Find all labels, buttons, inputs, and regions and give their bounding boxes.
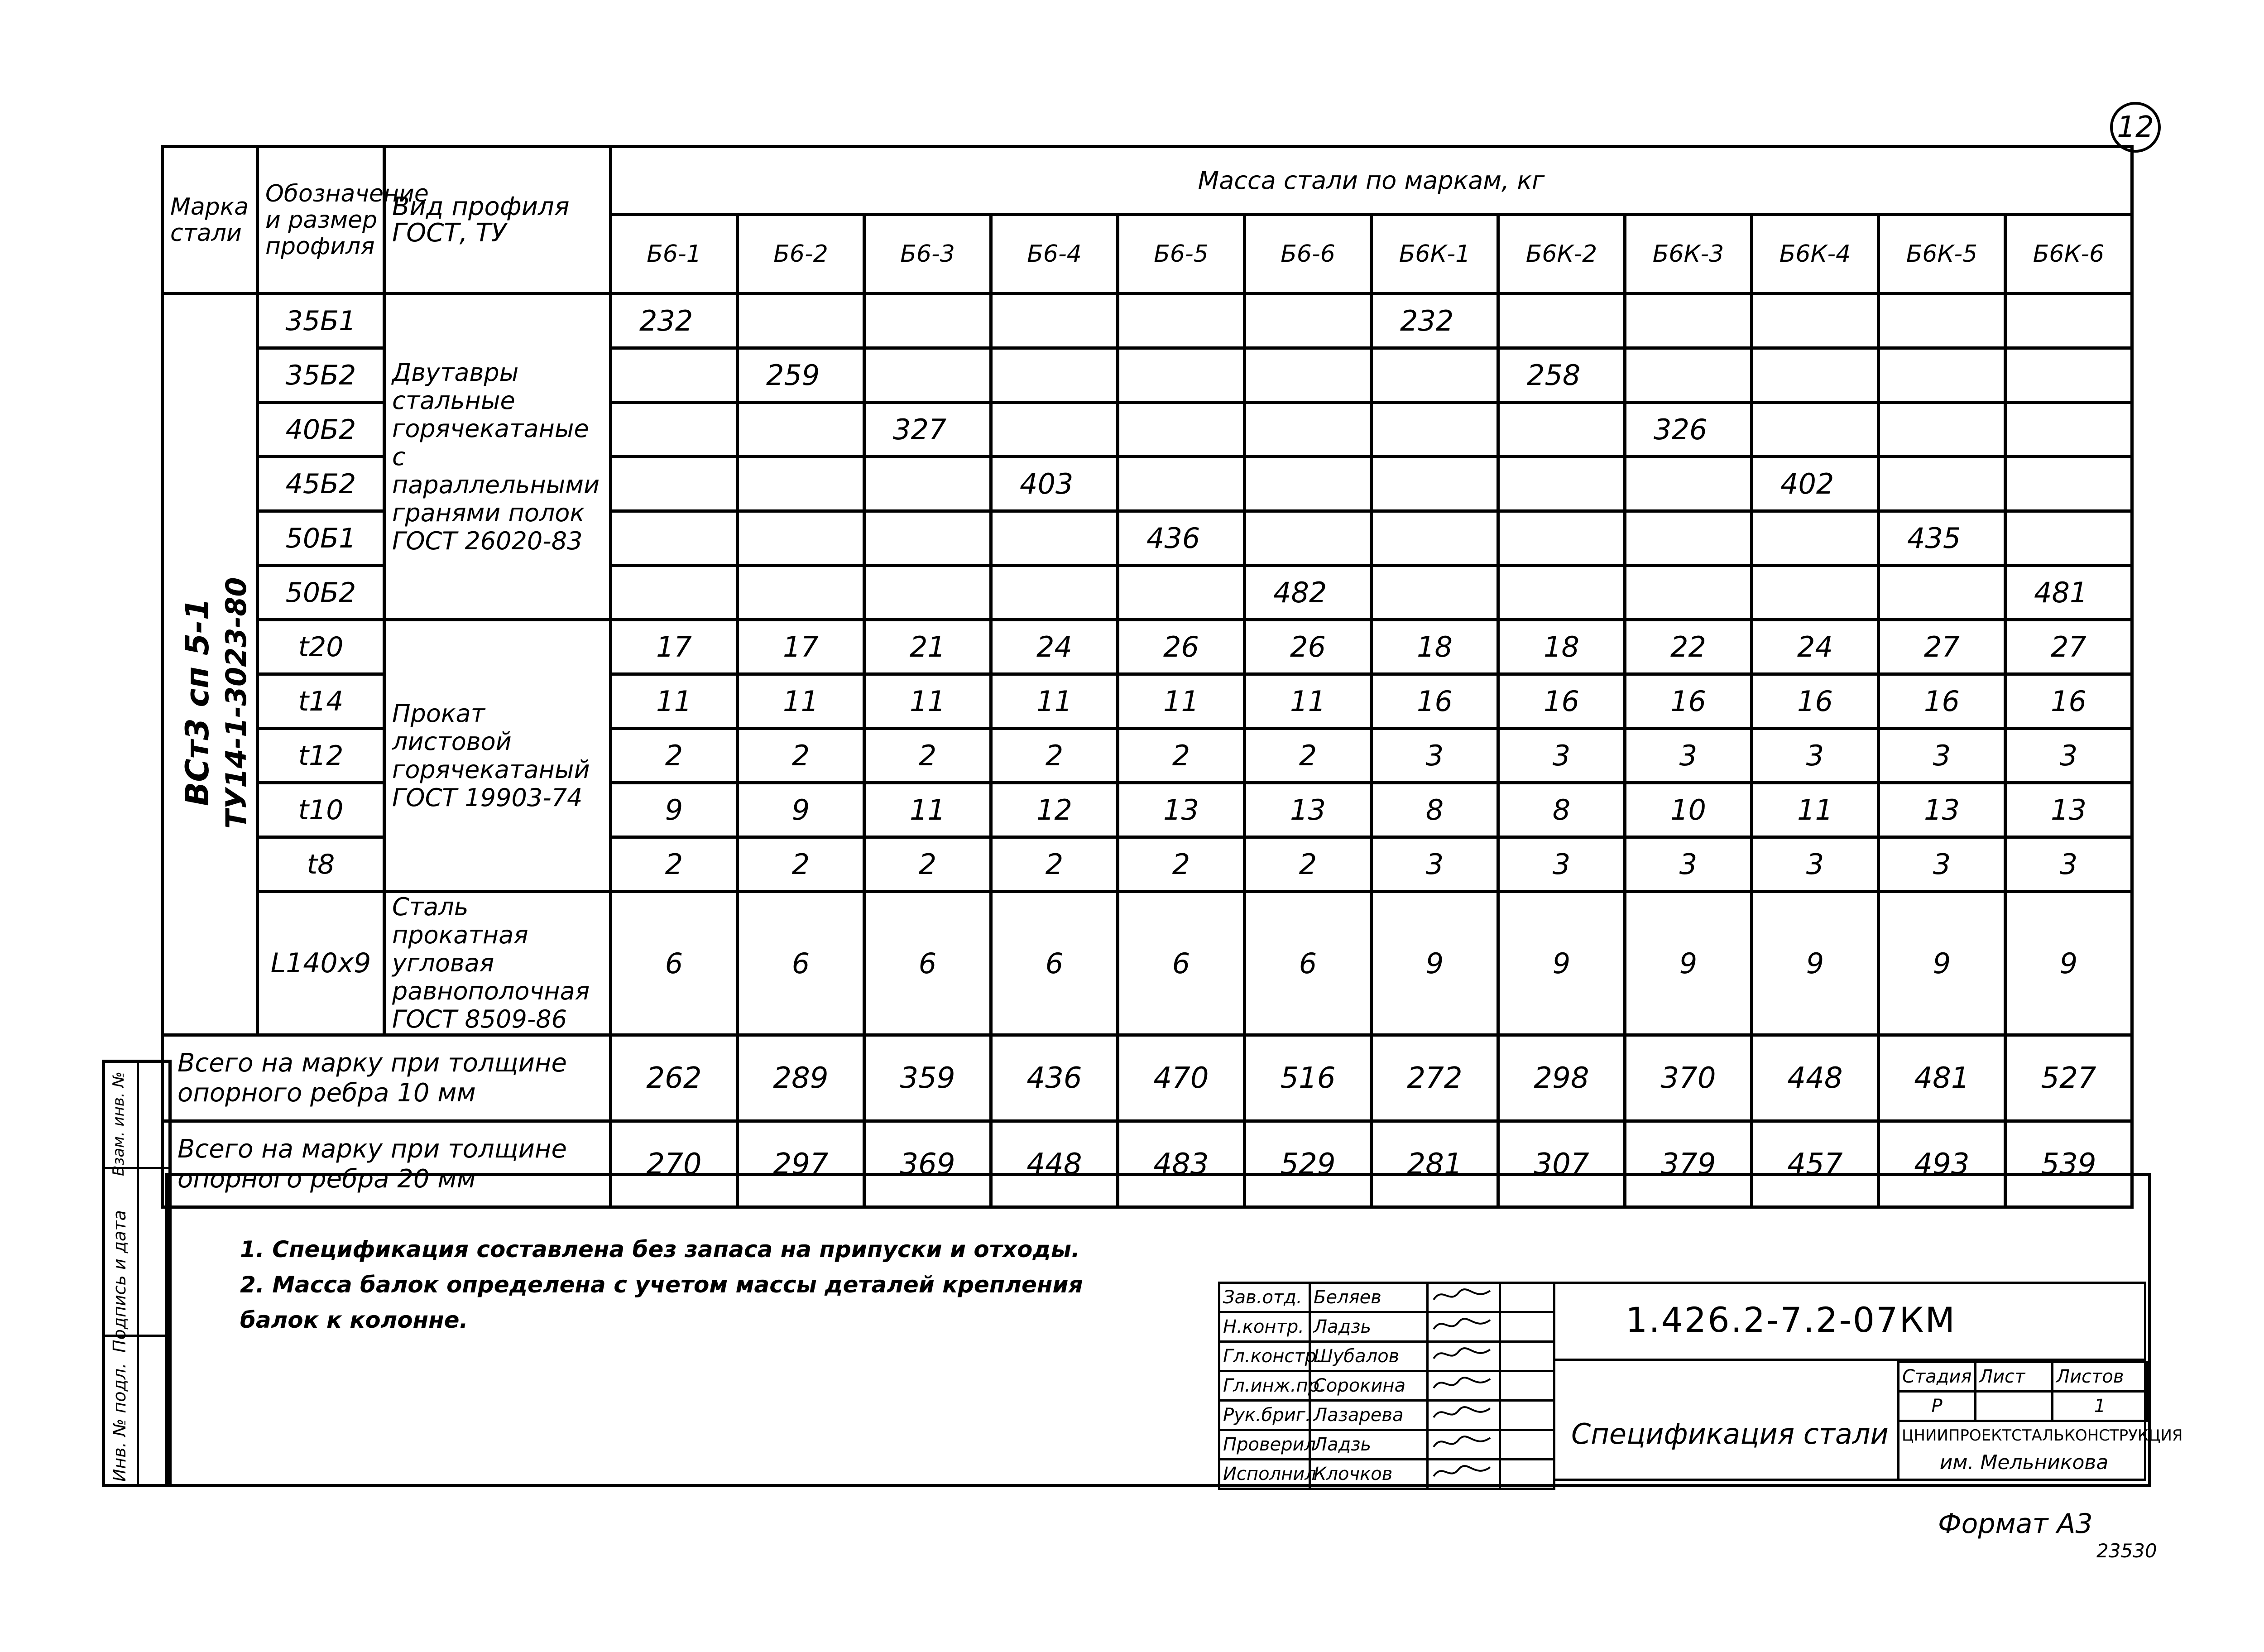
- mass-cell: 435: [1879, 511, 2005, 566]
- mass-cell: [1245, 348, 1372, 403]
- format-label: Формат А3: [1938, 1508, 2093, 1540]
- mass-cell: [991, 566, 1118, 620]
- mass-cell: 11: [1245, 674, 1372, 729]
- mass-cell: [864, 566, 991, 620]
- mass-cell: 3: [2005, 837, 2132, 892]
- signature-scribble: [1431, 1372, 1495, 1395]
- total-cell: 457: [1752, 1121, 1879, 1207]
- mass-cell: [611, 457, 738, 511]
- mass-cell: 2: [864, 729, 991, 783]
- archive-number: 23530: [2096, 1540, 2157, 1562]
- signature-row: [1219, 1401, 1554, 1430]
- total-cell: 298: [1498, 1035, 1625, 1121]
- mass-cell: [1118, 566, 1245, 620]
- mass-cell: 3: [1879, 729, 2005, 783]
- mass-cell: [1625, 457, 1752, 511]
- total-label: Всего на марку при толщине опорного ребра 10 мм: [163, 1035, 611, 1121]
- mass-cell: 2: [991, 729, 1118, 783]
- mass-cell: 16: [1752, 674, 1879, 729]
- mass-cell: 2: [1118, 837, 1245, 892]
- mass-cell: [1498, 403, 1625, 457]
- total-cell: 270: [611, 1121, 738, 1207]
- role: Проверил: [1219, 1430, 1310, 1460]
- signature-row: [1219, 1342, 1554, 1371]
- mass-cell: [738, 403, 864, 457]
- signature-scribble: [1431, 1284, 1495, 1306]
- mass-cell: [1625, 511, 1752, 566]
- document-title: Спецификация стали: [1571, 1417, 1889, 1450]
- organization-name: ЦНИИПРОЕКТСТАЛЬКОНСТРУКЦИЯ: [1902, 1426, 2183, 1445]
- total-cell: 369: [864, 1121, 991, 1207]
- profile-size: 40Б2: [258, 403, 384, 457]
- mass-cell: [1372, 457, 1498, 511]
- signatures-table: [1218, 1282, 1555, 1490]
- mass-cell: 6: [1118, 892, 1245, 1035]
- mass-cell: [1245, 403, 1372, 457]
- mass-cell: 27: [1879, 620, 2005, 674]
- mass-cell: [991, 403, 1118, 457]
- total-cell: 516: [1245, 1035, 1372, 1121]
- mass-cell: 326: [1625, 403, 1752, 457]
- mass-cell: 9: [2005, 892, 2132, 1035]
- profile-size: 50Б1: [258, 511, 384, 566]
- mass-cell: 11: [864, 783, 991, 837]
- mass-cell: 16: [1625, 674, 1752, 729]
- profile-type: Двутавры стальные горячекатаные с параллельными гранями полок ГОСТ 26020-83: [384, 294, 611, 620]
- header-beam-Б6К-3: Б6К-3: [1625, 215, 1752, 294]
- title-block: [1218, 1282, 2183, 1484]
- mass-cell: 9: [738, 783, 864, 837]
- mass-cell: [611, 511, 738, 566]
- mass-cell: 16: [1498, 674, 1625, 729]
- mass-cell: [1752, 348, 1879, 403]
- sheet-label: Лист: [1976, 1362, 2053, 1392]
- signature: [1428, 1283, 1500, 1312]
- document-code: 1.426.2-7.2-07КМ: [1626, 1300, 1957, 1340]
- mass-cell: 3: [1372, 729, 1498, 783]
- profile-type: Сталь прокатная угловая равнополочная ГОСТ 8509-86: [384, 892, 611, 1035]
- mass-cell: 17: [738, 620, 864, 674]
- mass-cell: 482: [1245, 566, 1372, 620]
- mass-cell: 259: [738, 348, 864, 403]
- profile-size: t10: [258, 783, 384, 837]
- mass-cell: 2: [1245, 729, 1372, 783]
- mass-cell: [1245, 457, 1372, 511]
- role: Рук.бриг.: [1219, 1401, 1310, 1430]
- person-name: Сорокина: [1310, 1371, 1428, 1401]
- sheets-value: 1: [2053, 1392, 2148, 1421]
- person-name: Клочков: [1310, 1460, 1428, 1489]
- mass-cell: 258: [1498, 348, 1625, 403]
- mass-cell: 6: [864, 892, 991, 1035]
- mass-cell: [1752, 511, 1879, 566]
- role: Исполнил: [1219, 1460, 1310, 1489]
- mass-cell: [991, 348, 1118, 403]
- mass-cell: 26: [1245, 620, 1372, 674]
- signature: [1428, 1312, 1500, 1342]
- steel-spec-table: [161, 145, 2134, 1209]
- total-cell: 379: [1625, 1121, 1752, 1207]
- mass-cell: 8: [1498, 783, 1625, 837]
- role: Гл.инж.пр.: [1219, 1371, 1310, 1401]
- header-beam-Б6К-4: Б6К-4: [1752, 215, 1879, 294]
- total-cell: 289: [738, 1035, 864, 1121]
- mass-cell: 2: [611, 729, 738, 783]
- mass-cell: 3: [1752, 729, 1879, 783]
- mass-cell: 12: [991, 783, 1118, 837]
- mass-cell: [2005, 457, 2132, 511]
- signature-scribble: [1431, 1343, 1495, 1365]
- mass-cell: [1118, 294, 1245, 348]
- total-label: Всего на марку при толщине опорного ребра 20 мм: [163, 1121, 611, 1207]
- mass-cell: 436: [1118, 511, 1245, 566]
- mass-cell: [1625, 348, 1752, 403]
- table-row: [163, 892, 2132, 1035]
- steel-grade-label: ВСт3 сп 5-1: [179, 598, 216, 806]
- signature-row: [1219, 1460, 1554, 1489]
- mass-cell: 2: [738, 837, 864, 892]
- mass-cell: [1879, 403, 2005, 457]
- mass-cell: 16: [1879, 674, 2005, 729]
- note-2: 2. Масса балок определена с учетом массы деталей крепления балок к колонне.: [240, 1272, 1083, 1333]
- mass-cell: 26: [1118, 620, 1245, 674]
- header-beam-Б6-4: Б6-4: [991, 215, 1118, 294]
- mass-cell: 9: [1879, 892, 2005, 1035]
- mass-cell: 2: [1245, 837, 1372, 892]
- mass-cell: [1372, 403, 1498, 457]
- mass-cell: 13: [1879, 783, 2005, 837]
- side-stamp-inv: Инв. № подл.: [110, 1363, 130, 1482]
- mass-cell: [611, 348, 738, 403]
- stage-value: Р: [1899, 1392, 1976, 1421]
- header-beam-Б6-1: Б6-1: [611, 215, 738, 294]
- header-beam-Б6К-1: Б6К-1: [1372, 215, 1498, 294]
- stage-table: [1897, 1361, 2149, 1422]
- mass-cell: [1498, 294, 1625, 348]
- mass-cell: [864, 348, 991, 403]
- role: Н.контр.: [1219, 1312, 1310, 1342]
- signature: [1428, 1460, 1500, 1489]
- mass-cell: [1118, 348, 1245, 403]
- organization-subname: им. Мельникова: [1939, 1451, 2109, 1474]
- profile-size: t8: [258, 837, 384, 892]
- mass-cell: [611, 566, 738, 620]
- note-1: 1. Спецификация составлена без запаса на припуски и отходы.: [240, 1236, 1080, 1263]
- person-name: Ладзь: [1310, 1312, 1428, 1342]
- mass-cell: 6: [1245, 892, 1372, 1035]
- profile-size: 45Б2: [258, 457, 384, 511]
- total-cell: 493: [1879, 1121, 2005, 1207]
- header-designation: Обозначение и размер профиля: [258, 147, 384, 294]
- mass-cell: 9: [1498, 892, 1625, 1035]
- mass-cell: [2005, 403, 2132, 457]
- total-cell: 470: [1118, 1035, 1245, 1121]
- person-name: Беляев: [1310, 1283, 1428, 1312]
- mass-cell: [1372, 511, 1498, 566]
- header-beam-Б6К-2: Б6К-2: [1498, 215, 1625, 294]
- mass-cell: [2005, 294, 2132, 348]
- profile-size: t14: [258, 674, 384, 729]
- total-cell: 529: [1245, 1121, 1372, 1207]
- mass-cell: 481: [2005, 566, 2132, 620]
- mass-cell: [2005, 348, 2132, 403]
- header-grade: Марка стали: [163, 147, 258, 294]
- profile-size: L140x9: [258, 892, 384, 1035]
- table-row: [163, 620, 2132, 674]
- signature: [1428, 1371, 1500, 1401]
- mass-cell: 327: [864, 403, 991, 457]
- person-name: Лазарева: [1310, 1401, 1428, 1430]
- sheets-label: Листов: [2053, 1362, 2148, 1392]
- profile-size: 35Б1: [258, 294, 384, 348]
- mass-cell: [864, 511, 991, 566]
- total-cell: 448: [1752, 1035, 1879, 1121]
- side-stamp-replace: Взам. инв. №: [110, 1071, 128, 1176]
- mass-cell: [1372, 566, 1498, 620]
- mass-cell: [738, 457, 864, 511]
- mass-cell: [738, 511, 864, 566]
- signature-scribble: [1431, 1402, 1495, 1424]
- total-cell: 436: [991, 1035, 1118, 1121]
- table-row: [163, 294, 2132, 348]
- signature-row: [1219, 1283, 1554, 1312]
- mass-cell: [1372, 348, 1498, 403]
- mass-cell: 3: [1498, 837, 1625, 892]
- mass-cell: [1752, 294, 1879, 348]
- mass-cell: 3: [2005, 729, 2132, 783]
- steel-grade-spec: ТУ14-1-3023-80: [220, 577, 253, 829]
- mass-cell: [991, 511, 1118, 566]
- mass-cell: 9: [1372, 892, 1498, 1035]
- signature: [1428, 1342, 1500, 1371]
- total-cell: 307: [1498, 1121, 1625, 1207]
- mass-cell: [738, 294, 864, 348]
- header-beam-Б6-3: Б6-3: [864, 215, 991, 294]
- signature-row: [1219, 1371, 1554, 1401]
- mass-cell: 9: [1625, 892, 1752, 1035]
- side-stamp-sign: Подпись и дата: [110, 1210, 130, 1353]
- mass-cell: [1625, 294, 1752, 348]
- notes: [240, 1232, 1100, 1338]
- mass-cell: [1245, 294, 1372, 348]
- mass-cell: 2: [864, 837, 991, 892]
- mass-cell: 8: [1372, 783, 1498, 837]
- mass-cell: [1879, 457, 2005, 511]
- person-name: Шубалов: [1310, 1342, 1428, 1371]
- mass-cell: 3: [1879, 837, 2005, 892]
- mass-cell: [1879, 294, 2005, 348]
- mass-cell: 24: [991, 620, 1118, 674]
- mass-cell: 2: [1118, 729, 1245, 783]
- profile-size: t20: [258, 620, 384, 674]
- profile-type: Прокат листовой горячекатаный ГОСТ 19903-74: [384, 620, 611, 892]
- mass-cell: [864, 294, 991, 348]
- signature: [1428, 1401, 1500, 1430]
- mass-cell: 2: [738, 729, 864, 783]
- total-cell: 297: [738, 1121, 864, 1207]
- mass-cell: 18: [1372, 620, 1498, 674]
- person-name: Ладзь: [1310, 1430, 1428, 1460]
- mass-cell: 11: [1752, 783, 1879, 837]
- mass-cell: 13: [1245, 783, 1372, 837]
- mass-cell: [1118, 403, 1245, 457]
- profile-size: 35Б2: [258, 348, 384, 403]
- header-mass: Масса стали по маркам, кг: [611, 147, 2132, 215]
- mass-cell: [738, 566, 864, 620]
- mass-cell: 11: [611, 674, 738, 729]
- mass-cell: 3: [1372, 837, 1498, 892]
- mass-cell: 24: [1752, 620, 1879, 674]
- mass-cell: 10: [1625, 783, 1752, 837]
- mass-cell: [1498, 511, 1625, 566]
- mass-cell: 27: [2005, 620, 2132, 674]
- mass-cell: 9: [611, 783, 738, 837]
- mass-cell: 2: [991, 837, 1118, 892]
- mass-cell: 18: [1498, 620, 1625, 674]
- page-number: 12: [2110, 102, 2161, 153]
- total-cell: 483: [1118, 1121, 1245, 1207]
- stage-label: Стадия: [1899, 1362, 1976, 1392]
- total-cell: 481: [1879, 1035, 2005, 1121]
- total-cell: 370: [1625, 1035, 1752, 1121]
- signature-scribble: [1431, 1431, 1495, 1454]
- mass-cell: 13: [1118, 783, 1245, 837]
- mass-cell: 16: [2005, 674, 2132, 729]
- mass-cell: 13: [2005, 783, 2132, 837]
- mass-cell: 17: [611, 620, 738, 674]
- total-cell: 359: [864, 1035, 991, 1121]
- mass-cell: [1752, 566, 1879, 620]
- mass-cell: 3: [1752, 837, 1879, 892]
- mass-cell: 6: [991, 892, 1118, 1035]
- profile-size: t12: [258, 729, 384, 783]
- mass-cell: 16: [1372, 674, 1498, 729]
- mass-cell: 9: [1752, 892, 1879, 1035]
- header-profile: Вид профиля ГОСТ, ТУ: [384, 147, 611, 294]
- signature-scribble: [1431, 1460, 1495, 1483]
- mass-cell: 3: [1498, 729, 1625, 783]
- signature-row: [1219, 1312, 1554, 1342]
- mass-cell: 21: [864, 620, 991, 674]
- mass-cell: 11: [1118, 674, 1245, 729]
- header-beam-Б6-6: Б6-6: [1245, 215, 1372, 294]
- organization: [1902, 1422, 2183, 1476]
- mass-cell: 232: [611, 294, 738, 348]
- signature-row: [1219, 1430, 1554, 1460]
- total-cell: 262: [611, 1035, 738, 1121]
- mass-cell: [1498, 457, 1625, 511]
- mass-cell: [1625, 566, 1752, 620]
- mass-cell: [2005, 511, 2132, 566]
- mass-cell: [1245, 511, 1372, 566]
- signature-scribble: [1431, 1313, 1495, 1336]
- total-cell: 448: [991, 1121, 1118, 1207]
- mass-cell: 22: [1625, 620, 1752, 674]
- profile-size: 50Б2: [258, 566, 384, 620]
- total-cell: 539: [2005, 1121, 2132, 1207]
- total-cell: 272: [1372, 1035, 1498, 1121]
- total-cell: 527: [2005, 1035, 2132, 1121]
- mass-cell: 402: [1752, 457, 1879, 511]
- mass-cell: [611, 403, 738, 457]
- mass-cell: 11: [738, 674, 864, 729]
- mass-cell: 403: [991, 457, 1118, 511]
- mass-cell: [864, 457, 991, 511]
- mass-cell: [1498, 566, 1625, 620]
- mass-cell: [991, 294, 1118, 348]
- mass-cell: 6: [738, 892, 864, 1035]
- mass-cell: [1879, 566, 2005, 620]
- mass-cell: [1879, 348, 2005, 403]
- mass-cell: 3: [1625, 729, 1752, 783]
- mass-cell: 3: [1625, 837, 1752, 892]
- role: Зав.отд.: [1219, 1283, 1310, 1312]
- mass-cell: 232: [1372, 294, 1498, 348]
- mass-cell: 11: [864, 674, 991, 729]
- signature: [1428, 1430, 1500, 1460]
- header-beam-Б6К-6: Б6К-6: [2005, 215, 2132, 294]
- header-beam-Б6-2: Б6-2: [738, 215, 864, 294]
- role: Гл.констр.: [1219, 1342, 1310, 1371]
- mass-cell: 2: [611, 837, 738, 892]
- header-beam-Б6-5: Б6-5: [1118, 215, 1245, 294]
- mass-cell: 6: [611, 892, 738, 1035]
- mass-cell: [1752, 403, 1879, 457]
- header-beam-Б6К-5: Б6К-5: [1879, 215, 2005, 294]
- mass-cell: 11: [991, 674, 1118, 729]
- total-row: [163, 1035, 2132, 1121]
- total-cell: 281: [1372, 1121, 1498, 1207]
- side-stamp: [102, 1060, 172, 1487]
- mass-cell: [1118, 457, 1245, 511]
